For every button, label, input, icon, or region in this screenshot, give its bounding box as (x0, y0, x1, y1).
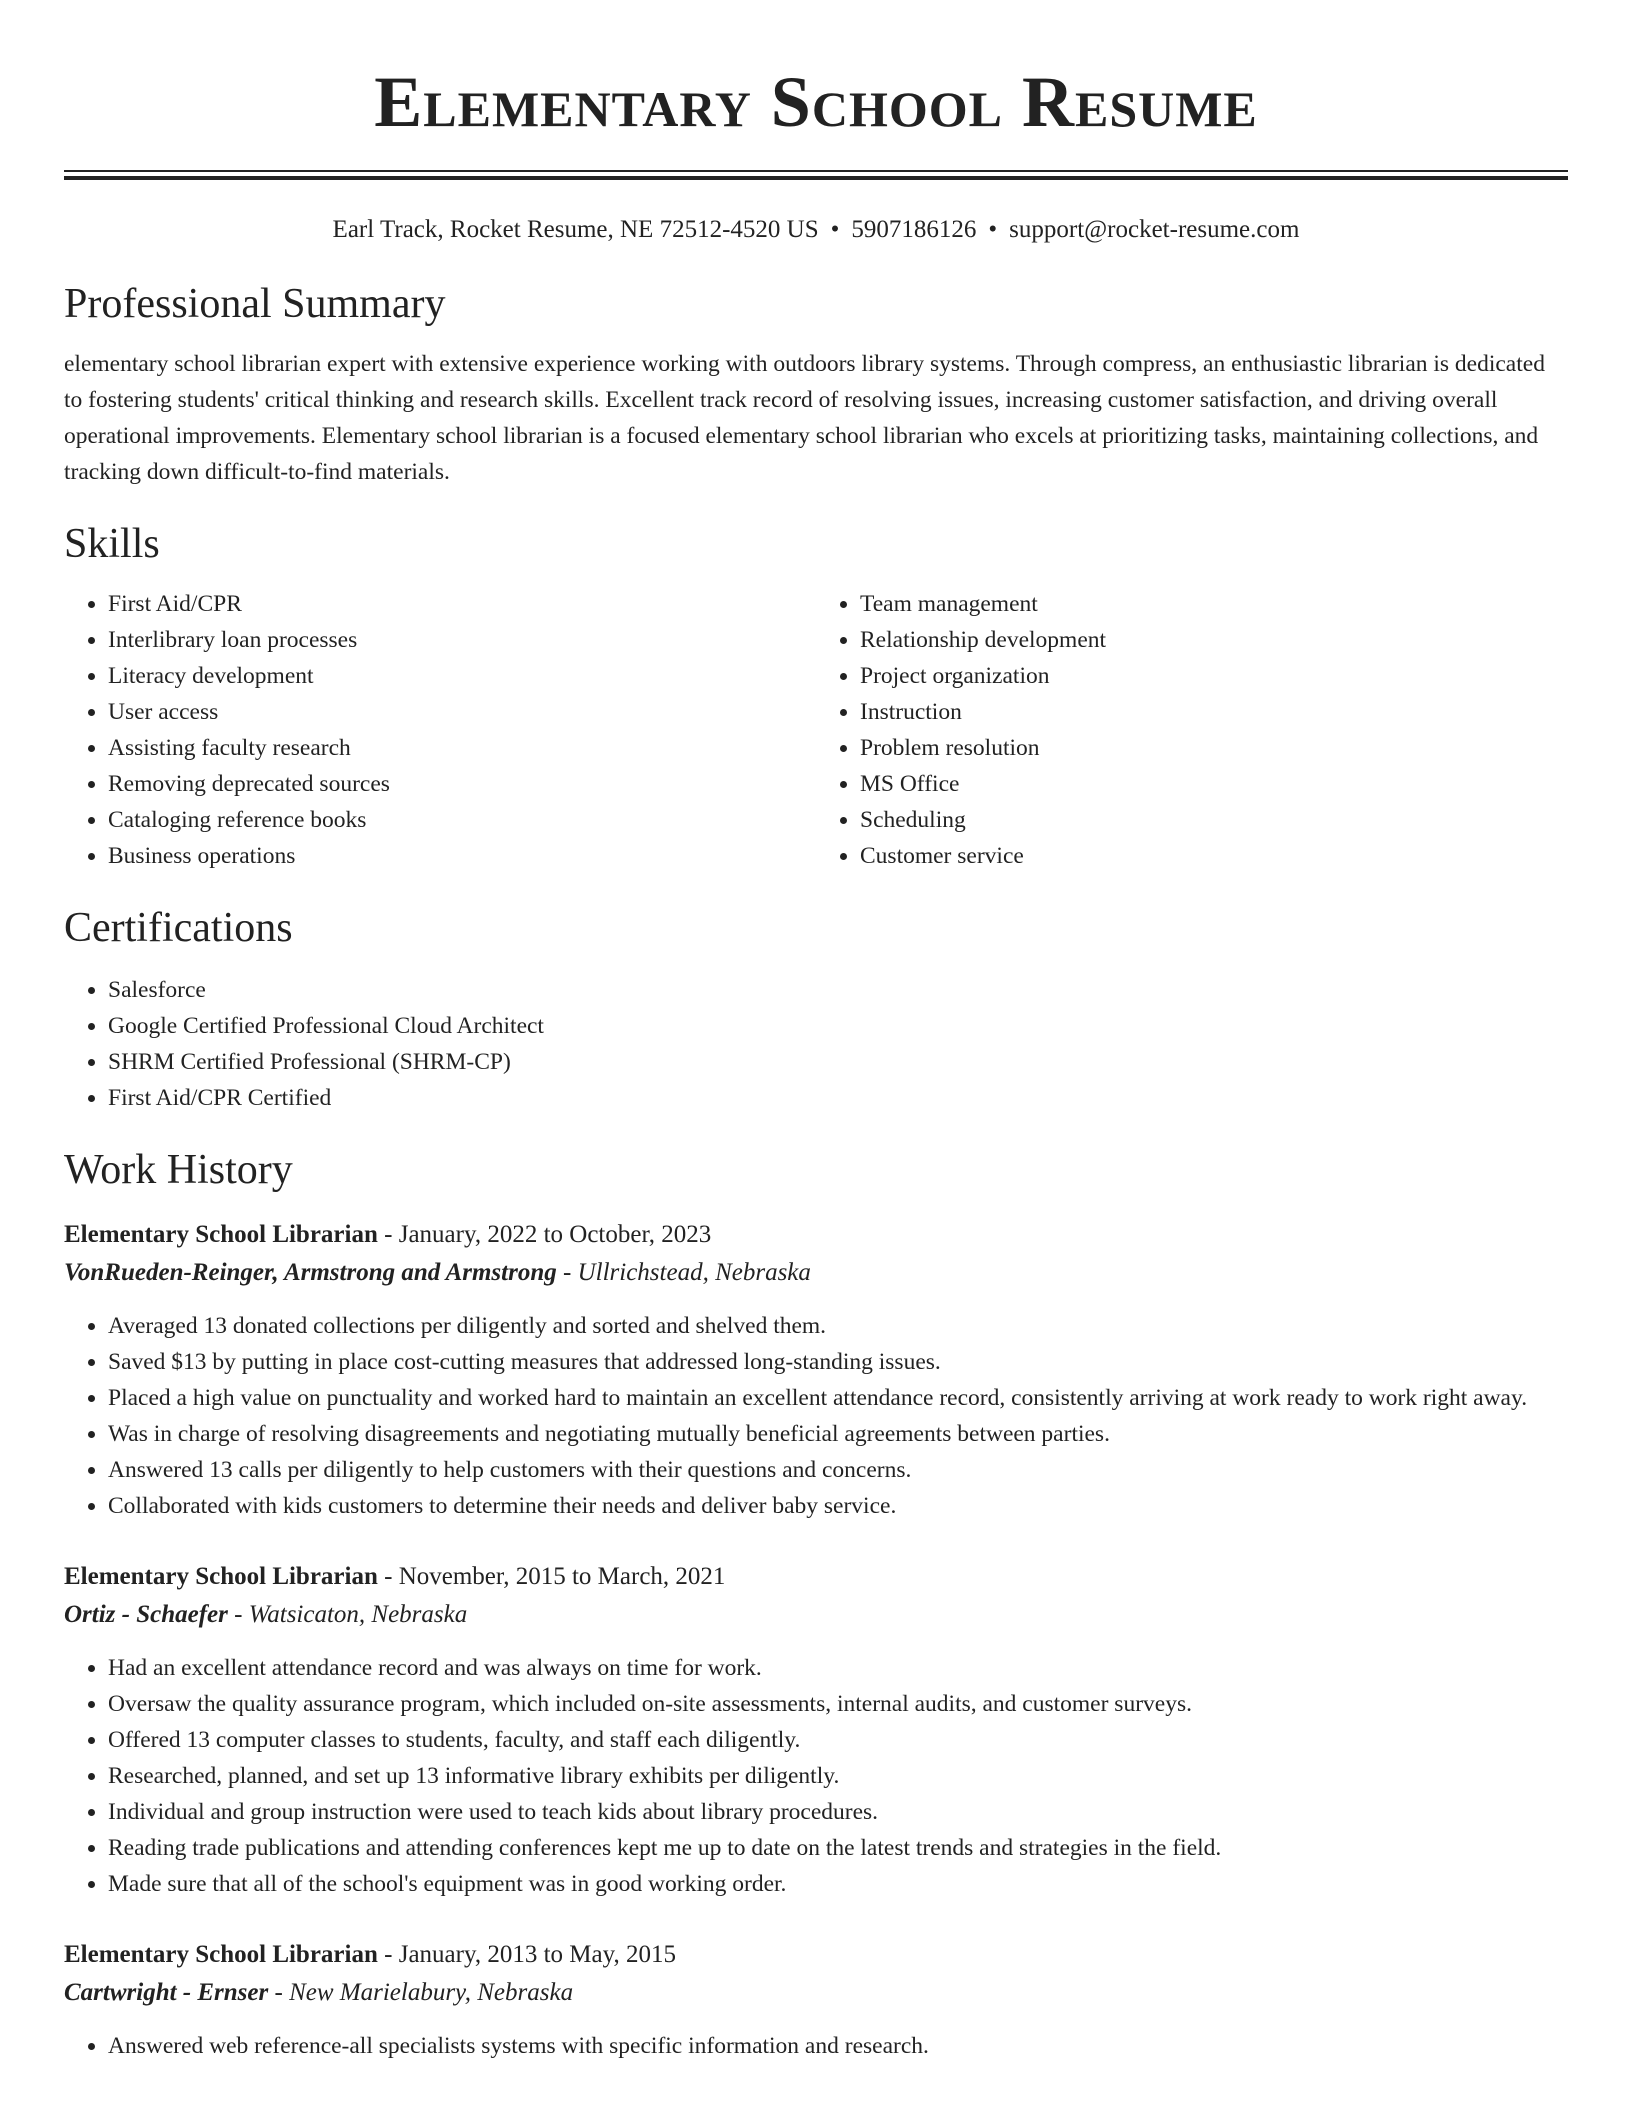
job-location: - New Marielabury, Nebraska (268, 1979, 574, 2006)
job-bullet: • Had an excellent attendance record and was always on time for work. (108, 1650, 1568, 1686)
job-company: VonRueden-Reinger, Armstrong and Armstrong (64, 1259, 557, 1286)
job-bullet: • Saved $13 by putting in place cost-cutting measures that addressed long-standing issues. (108, 1344, 1568, 1380)
skill-item: • Instruction (860, 694, 1568, 730)
job-bullet: • Averaged 13 donated collections per diligently and sorted and shelved them. (108, 1308, 1568, 1344)
job-employer (64, 1974, 1568, 2012)
skill-item: • Removing deprecated sources (108, 766, 816, 802)
skills-column-left (64, 586, 816, 874)
contact-email[interactable]: support@rocket-resume.com (1009, 216, 1300, 243)
job-bullet: • Answered 13 calls per diligently to help customers with their questions and concerns. (108, 1452, 1568, 1488)
job-dates: - November, 2015 to March, 2021 (377, 1563, 726, 1590)
job-bullets (64, 1650, 1568, 1902)
skills-list (64, 586, 1568, 874)
job-heading (64, 1216, 1568, 1254)
job-bullet: • Was in charge of resolving disagreements and negotiating mutually beneficial agreements between parties. (108, 1416, 1568, 1452)
job-entry (64, 1558, 1568, 1902)
job-heading (64, 1936, 1568, 1974)
skills-column-right (816, 586, 1568, 874)
summary-text: elementary school librarian expert with extensive experience working with outdoors library systems. Through compress, an enthusiastic librarian is dedicated to fostering students' critical thinking and research skills. Excellent track record of resolving issues, increasing customer satisfaction, and driving overall operational improvements. Elementary school librarian is a focused elementary school librarian who excels at prioritizing tasks, maintaining collections, and tracking down difficult-to-find materials. (64, 351, 1545, 485)
skill-item: • Team management (860, 586, 1568, 622)
contact-separator: • (830, 216, 840, 243)
job-company: Ortiz - Schaefer (64, 1601, 228, 1628)
skill-item: • Cataloging reference books (108, 802, 816, 838)
skill-item: • Assisting faculty research (108, 730, 816, 766)
job-bullet: • Oversaw the quality assurance program, which included on-site assessments, internal audits, and customer surveys. (108, 1686, 1568, 1722)
skill-item: • Business operations (108, 838, 816, 874)
job-title: Elementary School Librarian (64, 1941, 378, 1968)
section-title-certifications: Certifications (64, 905, 293, 951)
section-title-work-history: Work History (64, 1147, 293, 1193)
contact-phone[interactable]: 5907186126 (851, 216, 977, 243)
job-bullet: • Reading trade publications and attending conferences kept me up to date on the latest trends and strategies in the field. (108, 1830, 1568, 1866)
skill-item: • Scheduling (860, 802, 1568, 838)
certification-item: • First Aid/CPR Certified (108, 1080, 1568, 1116)
job-bullets (64, 2028, 1568, 2064)
skill-item: • Interlibrary loan processes (108, 622, 816, 658)
job-location: - Watsicaton, Nebraska (227, 1601, 468, 1628)
section-title-summary: Professional Summary (64, 281, 446, 327)
job-heading (64, 1558, 1568, 1596)
skill-item: • Problem resolution (860, 730, 1568, 766)
job-company: Cartwright - Ernser (64, 1979, 269, 2006)
skill-item: • First Aid/CPR (108, 586, 816, 622)
job-bullet: • Answered web reference-all specialists systems with specific information and research. (108, 2028, 1568, 2064)
skill-item: • Literacy development (108, 658, 816, 694)
job-dates: - January, 2013 to May, 2015 (377, 1941, 676, 1968)
job-entry (64, 1936, 1568, 2064)
resume-title: Elementary School Resume (374, 62, 1258, 142)
skill-item: • Project organization (860, 658, 1568, 694)
job-bullet: • Offered 13 computer classes to students, faculty, and staff each diligently. (108, 1722, 1568, 1758)
certifications-list (64, 972, 1568, 1116)
job-bullet: • Collaborated with kids customers to determine their needs and deliver baby service. (108, 1488, 1568, 1524)
skill-item: • User access (108, 694, 816, 730)
skill-item: • Customer service (860, 838, 1568, 874)
job-bullet: • Placed a high value on punctuality and worked hard to maintain an excellent attendance record, consistently arriving at work ready to work right away. (108, 1380, 1568, 1416)
job-title: Elementary School Librarian (64, 1563, 378, 1590)
certification-item: • Google Certified Professional Cloud Architect (108, 1008, 1568, 1044)
contact-address: Earl Track, Rocket Resume, NE 72512-4520 US (332, 216, 819, 243)
certification-item: • SHRM Certified Professional (SHRM-CP) (108, 1044, 1568, 1080)
skill-item: • MS Office (860, 766, 1568, 802)
contact-line (64, 214, 1568, 246)
job-location: - Ullrichstead, Nebraska (556, 1259, 811, 1286)
job-employer (64, 1254, 1568, 1292)
job-title: Elementary School Librarian (64, 1221, 378, 1248)
job-dates: - January, 2022 to October, 2023 (377, 1221, 712, 1248)
title-divider (64, 170, 1568, 180)
job-bullet: • Researched, planned, and set up 13 informative library exhibits per diligently. (108, 1758, 1568, 1794)
job-entry (64, 1216, 1568, 1524)
skill-item: • Relationship development (860, 622, 1568, 658)
job-bullet: • Made sure that all of the school's equipment was in good working order. (108, 1866, 1568, 1902)
job-employer (64, 1596, 1568, 1634)
job-bullet: • Individual and group instruction were used to teach kids about library procedures. (108, 1794, 1568, 1830)
certification-item: • Salesforce (108, 972, 1568, 1008)
contact-separator: • (988, 216, 998, 243)
job-bullets (64, 1308, 1568, 1524)
section-title-skills: Skills (64, 521, 160, 567)
